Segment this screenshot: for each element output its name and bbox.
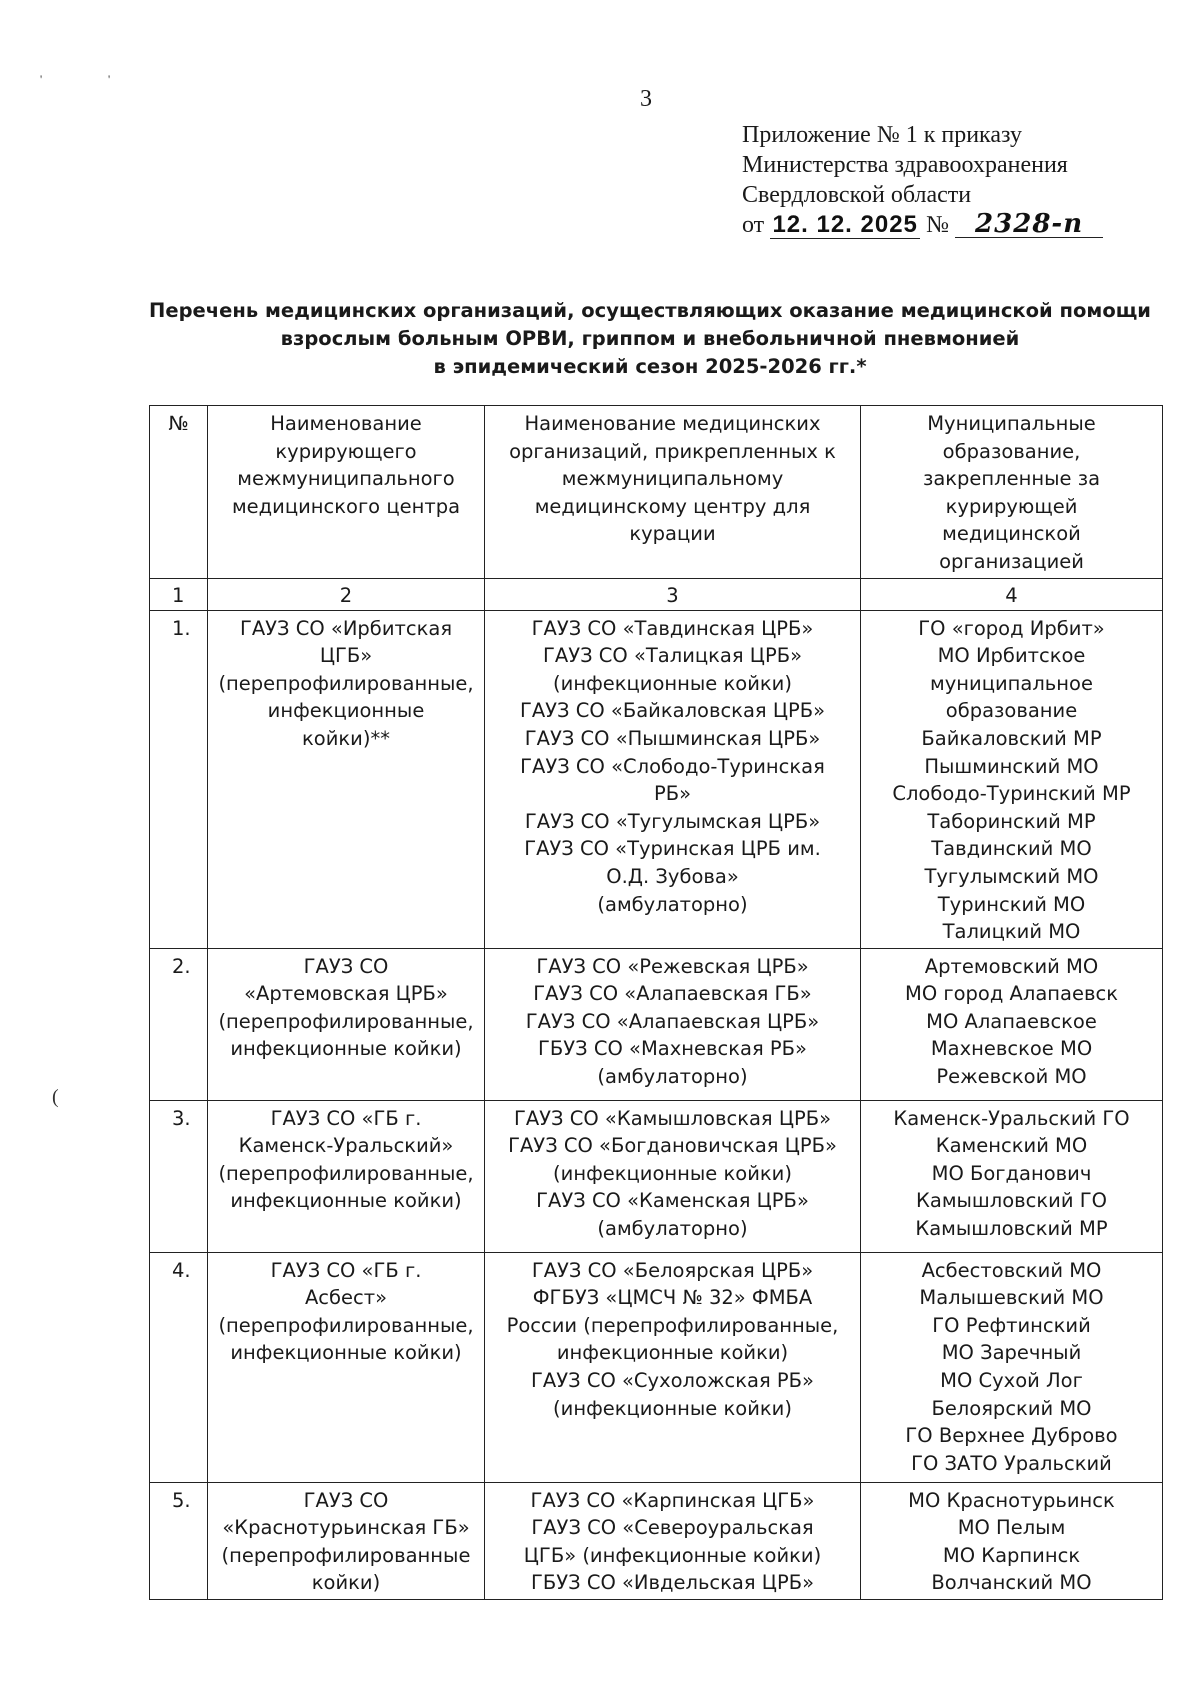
cell-line: ГАУЗ СО «Белоярская ЦРБ» [531,1258,814,1282]
cell-line: Тугулымский МО [924,864,1099,888]
cell-line: ГАУЗ СО «Алапаевская ГБ» [533,982,812,1006]
header-cell-municipalities [861,406,1163,579]
curating-center-cell [208,948,485,1100]
municipalities-cell [861,1100,1163,1252]
header-row [150,406,1163,579]
cell-line: (инфекционные койки) [553,671,792,695]
cell-line: Белоярский МО [931,1396,1092,1420]
cell-line: Малышевский МО [919,1286,1104,1310]
cell-line: ГО ЗАТО Уральский [911,1451,1112,1475]
cell-line: ЦГБ» [319,644,373,668]
curating-center-cell [208,1482,485,1599]
cell-line: «Артемовская ЦРБ» [244,982,448,1006]
cell-line: Пышминский МО [924,754,1099,778]
cell-line: ГАУЗ СО «Пышминская ЦРБ» [524,726,821,750]
cell-line: курирующего [275,439,417,463]
table-row [150,1482,1163,1599]
header-cell-organizations [485,406,861,579]
number-label: № [926,212,950,238]
cell-line: Артемовский МО [924,954,1099,978]
cell-line: МО Карпинск [942,1543,1081,1567]
page-number: 3 [640,86,652,112]
attached-organizations-cell [485,1100,861,1252]
table-row [150,1100,1163,1252]
cell-line: МО Краснотурьинск [908,1488,1115,1512]
annex-line-2: Министерства здравоохранения [742,152,1068,178]
municipalities-cell [861,1252,1163,1482]
cell-line: ГАУЗ СО «Каменская ЦРБ» [536,1189,809,1213]
cell-line: ГАУЗ СО «Алапаевская ЦРБ» [525,1009,820,1033]
cell-line: (инфекционные койки) [553,1396,792,1420]
row-number: 3. [150,1100,208,1252]
cell-line: ГАУЗ СО «Североуральская [531,1516,814,1540]
attached-organizations-cell [485,948,861,1100]
annex-line-1: Приложение № 1 к приказу [742,122,1022,148]
cell-line: инфекционные койки) [556,1341,789,1365]
row-number: 4. [150,1252,208,1482]
organizations-table [149,405,1163,1600]
cell-line: МО Сухой Лог [940,1369,1083,1393]
cell-line: инфекционные койки) [230,1341,462,1365]
cell-line: Махневское МО [930,1037,1093,1061]
cell-line: ЦГБ» (инфекционные койки) [523,1543,822,1567]
cell-line: закрепленные за [922,467,1101,491]
column-number: 4 [861,578,1163,610]
cell-line: ГАУЗ СО «Карпинская ЦГБ» [530,1488,815,1512]
scan-artifact: ' [40,72,43,86]
cell-line: (инфекционные койки) [553,1161,792,1185]
curating-center-cell [208,1100,485,1252]
cell-line: ФГБУЗ «ЦМСЧ № 32» ФМБА [532,1286,813,1310]
scan-artifact: ( [52,1086,59,1108]
cell-line: № [168,412,189,435]
cell-line: Наименование медицинских [524,412,821,435]
cell-line: инфекционные койки) [230,1037,462,1061]
cell-line: Камышловский ГО [916,1189,1107,1213]
scan-artifact: ' [108,72,111,86]
cell-line: образование [945,699,1078,723]
cell-line: (перепрофилированные, [218,1009,474,1033]
cell-line: ГБУЗ СО «Ивдельская ЦРБ» [530,1571,815,1595]
cell-line: ГАУЗ СО «Туринская ЦРБ им. [524,837,821,861]
order-date-number [742,210,1103,240]
curating-center-cell [208,1252,485,1482]
cell-line: Тавдинский МО [931,837,1092,861]
cell-line: (перепрофилированные, [218,1161,474,1185]
cell-line: медицинской [942,522,1081,546]
cell-line: организацией [939,549,1084,573]
cell-line: ГАУЗ СО [303,1488,389,1512]
cell-line: ГАУЗ СО «Талицкая ЦРБ» [542,644,803,668]
cell-line: Таборинский МР [927,809,1096,833]
municipalities-cell [861,1482,1163,1599]
cell-line: образование, [942,439,1081,463]
cell-line: ГАУЗ СО «Камышловская ЦРБ» [513,1106,832,1130]
cell-line: койки)** [302,726,390,750]
cell-line: ГАУЗ СО «Байкаловская ЦРБ» [519,699,826,723]
table-row [150,948,1163,1100]
cell-line: (амбулаторно) [597,1217,748,1241]
municipalities-cell [861,948,1163,1100]
cell-line: курирующей [945,494,1078,518]
cell-line: МО город Алапаевск [905,982,1118,1006]
cell-line: организаций, прикрепленных к [509,439,836,463]
cell-line: Байкаловский МР [921,726,1102,750]
cell-line: (перепрофилированные [221,1543,471,1567]
annex-line-3: Свердловской области [742,182,972,208]
title-line-1: Перечень медицинских организаций, осуществляющих оказание медицинской помощи [149,299,1151,322]
cell-line: «Краснотурьинская ГБ» [222,1516,470,1540]
cell-line: Каменский МО [935,1134,1088,1158]
cell-line: ГАУЗ СО «Тугулымская ЦРБ» [524,809,821,833]
cell-line: Асбест» [304,1286,388,1310]
cell-line: (перепрофилированные, [218,1313,474,1337]
cell-line: курации [629,522,716,546]
cell-line: Волчанский МО [931,1571,1092,1595]
cell-line: ГО «город Ирбит» [918,616,1105,640]
from-label: от [742,212,765,238]
cell-line: ГАУЗ СО «Богдановичская ЦРБ» [508,1134,837,1158]
table-body [150,610,1163,1600]
cell-line: Камышловский МР [915,1217,1108,1241]
table-row [150,1252,1163,1482]
cell-line: ГАУЗ СО «Тавдинская ЦРБ» [531,616,814,640]
cell-line: ГАУЗ СО «Режевская ЦРБ» [536,954,809,978]
cell-line: Асбестовский МО [921,1258,1102,1282]
annex-header [742,120,1103,240]
cell-line: инфекционные койки) [230,1189,462,1213]
cell-line: МО Пелым [957,1516,1066,1540]
cell-line: межмуниципальному [561,467,784,491]
row-number: 2. [150,948,208,1100]
cell-line: ГБУЗ СО «Махневская РБ» [538,1037,807,1061]
cell-line: МО Богданович [931,1161,1092,1185]
cell-line: (амбулаторно) [597,892,748,916]
cell-line: ГО Рефтинский [932,1313,1091,1337]
cell-line: Режевской МО [936,1065,1087,1089]
cell-line: ГАУЗ СО «Сухоложская РБ» [531,1369,814,1393]
cell-line: Каменск-Уральский ГО [893,1106,1130,1130]
order-date: 12. 12. 2025 [770,212,920,239]
cell-line: (амбулаторно) [597,1065,748,1089]
cell-line: ГАУЗ СО «Ирбитская [239,616,453,640]
attached-organizations-cell [485,1252,861,1482]
cell-line: МО Алапаевское [926,1009,1097,1033]
cell-line: ГАУЗ СО «Слободо-Туринская [520,754,825,778]
cell-line: муниципальное [930,671,1093,695]
cell-line: Слободо-Туринский МР [892,782,1131,806]
column-number: 3 [485,578,861,610]
cell-line: РБ» [653,782,692,806]
cell-line: Наименование [270,412,422,435]
attached-organizations-cell [485,1482,861,1599]
cell-line: (перепрофилированные, [218,671,474,695]
cell-line: медицинскому центру для [534,494,811,518]
cell-line: Каменск-Уральский» [238,1134,454,1158]
table-row [150,610,1163,948]
cell-line: МО Ирбитское [937,644,1086,668]
column-number-row [150,578,1163,610]
column-number: 1 [150,578,208,610]
cell-line: ГАУЗ СО [303,954,389,978]
curating-center-cell [208,610,485,948]
cell-line: инфекционные [267,699,425,723]
header-cell-number [150,406,208,579]
header-cell-center [208,406,485,579]
cell-line: Муниципальные [927,412,1096,435]
document-title [140,297,1160,381]
cell-line: МО Заречный [941,1341,1082,1365]
municipalities-cell [861,610,1163,948]
cell-line: межмуниципального [237,467,455,491]
cell-line: Талицкий МО [942,920,1081,944]
cell-line: койки) [311,1571,381,1595]
title-line-3: в эпидемический сезон 2025-2026 гг.* [433,355,867,378]
row-number: 5. [150,1482,208,1599]
order-number-handwritten: 2328-п [955,211,1103,238]
attached-organizations-cell [485,610,861,948]
column-number: 2 [208,578,485,610]
cell-line: ГАУЗ СО «ГБ г. [270,1106,422,1130]
cell-line: России (перепрофилированные, [506,1313,839,1337]
cell-line: ГО Верхнее Дуброво [905,1424,1118,1448]
cell-line: Туринский МО [937,892,1086,916]
title-line-2: взрослым больным ОРВИ, гриппом и внебольничной пневмонией [280,327,1020,350]
cell-line: медицинского центра [231,494,461,518]
cell-line: ГАУЗ СО «ГБ г. [270,1258,422,1282]
row-number: 1. [150,610,208,948]
cell-line: О.Д. Зубова» [606,864,739,888]
